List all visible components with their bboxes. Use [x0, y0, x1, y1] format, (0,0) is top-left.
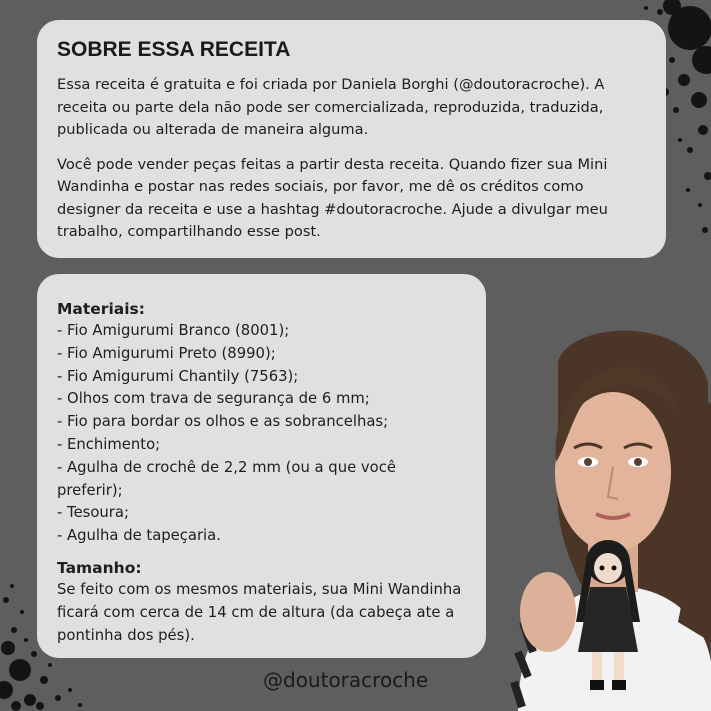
list-item: - Olhos com trava de segurança de 6 mm;: [57, 390, 370, 408]
list-item: - Agulha de tapeçaria.: [57, 527, 221, 545]
list-item: - Fio Amigurumi Branco (8001);: [57, 322, 290, 339]
list-item: - Enchimento;: [57, 435, 161, 453]
list-item: - Agulha de crochê de 2,2 mm (ou a que você preferir);: [57, 458, 396, 499]
materials-heading: Materiais:: [57, 300, 145, 318]
list-item: - Fio para bordar os olhos e as sobrancelhas;: [57, 413, 389, 431]
list-item: - Tesoura;: [57, 504, 129, 522]
list-item: - Fio Amigurumi Preto (8990);: [57, 344, 276, 362]
materials-list: [57, 320, 466, 548]
about-paragraph-1: Essa receita é gratuita e foi criada por Daniela Borghi (@doutoracroche). A receita ou parte dela não pode ser comercializada, reproduzida, traduzida, publicada ou alterada de maneira alguma.: [57, 76, 605, 138]
size-heading: Tamanho:: [57, 558, 142, 577]
about-paragraph-2: Você pode vender peças feitas a partir desta receita. Quando fizer sua Mini Wandinha e postar nas redes sociais, por favor, me dê os créditos como designer da receita e use a hashtag #doutoracroche. Ajude a divulgar meu trabalho, compartilhando esse post.: [57, 155, 608, 240]
materials-card: [37, 274, 486, 658]
social-handle: @doutoracroche: [263, 668, 429, 692]
about-title: SOBRE ESSA RECEITA: [57, 38, 291, 61]
about-recipe-card: [37, 20, 666, 258]
list-item: - Fio Amigurumi Chantily (7563);: [57, 367, 299, 385]
size-text: Se feito com os mesmos materiais, sua Mini Wandinha ficará com cerca de 14 cm de altura (da cabeça ate a pontinha dos pés).: [57, 580, 462, 644]
designer-photo: [488, 322, 711, 711]
